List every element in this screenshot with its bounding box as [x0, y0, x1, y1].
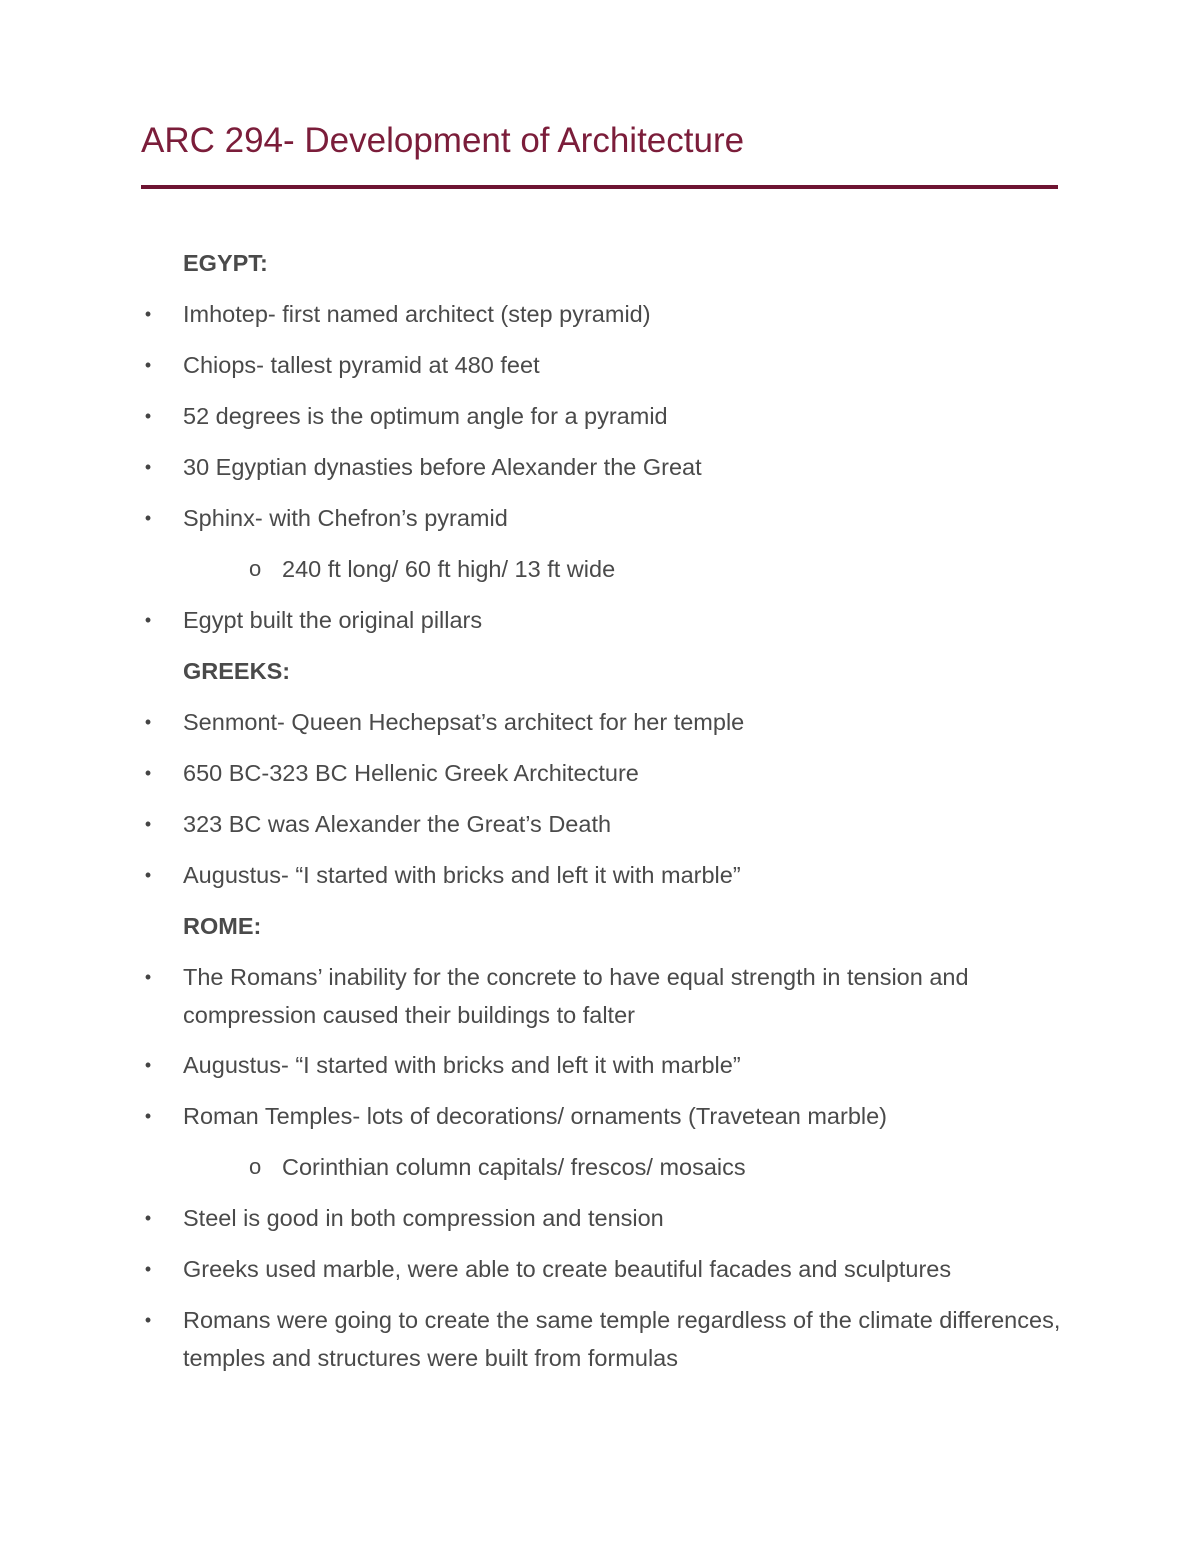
bullet-icon: • — [144, 508, 152, 528]
list-item — [141, 1301, 1071, 1389]
list-item — [141, 295, 1071, 346]
list-item-text: 323 BC was Alexander the Great’s Death — [183, 811, 612, 837]
list-item — [141, 754, 1071, 805]
sub-list-item-text: Corinthian column capitals/ frescos/ mosaics — [282, 1154, 746, 1180]
list-item-text: Imhotep- first named architect (step pyramid) — [183, 301, 651, 327]
section-heading-rome: ROME: — [183, 913, 262, 939]
list-item-text: The Romans’ inability for the concrete to have equal strength in tension and compression caused their buildings to falter — [183, 964, 969, 1028]
list-item-text: 650 BC-323 BC Hellenic Greek Architecture — [183, 760, 639, 786]
list-item — [141, 499, 1071, 550]
list-item — [141, 703, 1071, 754]
list-item — [141, 448, 1071, 499]
list-item — [141, 346, 1071, 397]
bullet-icon: • — [144, 814, 152, 834]
list-item-text: Augustus- “I started with bricks and left it with marble” — [183, 862, 741, 888]
list-item-text: 30 Egyptian dynasties before Alexander the Great — [183, 454, 702, 480]
bullet-icon: • — [144, 967, 152, 987]
bullet-icon: • — [144, 712, 152, 732]
bullet-icon: • — [144, 1106, 152, 1126]
bullet-icon: • — [144, 406, 152, 426]
list-item-text: Romans were going to create the same temple regardless of the climate differences, temples and structures were built from formulas — [183, 1307, 1061, 1371]
section-heading-greeks: GREEKS: — [183, 658, 291, 684]
list-item — [141, 1250, 1071, 1301]
list-item-text: 52 degrees is the optimum angle for a pyramid — [183, 403, 668, 429]
list-item — [141, 958, 1071, 1046]
sub-list-item-text: 240 ft long/ 60 ft high/ 13 ft wide — [282, 556, 616, 582]
bullet-icon: • — [144, 865, 152, 885]
bullet-icon: • — [144, 1208, 152, 1228]
list-item-text: Roman Temples- lots of decorations/ ornaments (Travetean marble) — [183, 1103, 888, 1129]
list-item-text: Augustus- “I started with bricks and left it with marble” — [183, 1052, 741, 1078]
bullet-icon: • — [144, 1310, 152, 1330]
list-item-text: Steel is good in both compression and tension — [183, 1205, 664, 1231]
sub-list-item — [141, 1148, 1071, 1199]
document-body — [141, 244, 1071, 1389]
list-item-text: Egypt built the original pillars — [183, 607, 483, 633]
list-item — [141, 1097, 1071, 1148]
sub-bullet-icon: o — [249, 1154, 262, 1179]
list-item — [141, 601, 1071, 652]
list-item-text: Sphinx- with Chefron’s pyramid — [183, 505, 508, 531]
list-item-text: Greeks used marble, were able to create beautiful facades and sculptures — [183, 1256, 952, 1282]
section-heading-egypt: EGYPT: — [183, 250, 268, 276]
title-underline — [141, 185, 1058, 189]
list-item — [141, 1199, 1071, 1250]
list-item-text: Senmont- Queen Hechepsat’s architect for her temple — [183, 709, 745, 735]
list-item-text: Chiops- tallest pyramid at 480 feet — [183, 352, 540, 378]
bullet-icon: • — [144, 1259, 152, 1279]
bullet-icon: • — [144, 763, 152, 783]
list-item — [141, 1046, 1071, 1097]
list-item — [141, 805, 1071, 856]
sub-list-item — [141, 550, 1071, 601]
list-item — [141, 856, 1071, 907]
bullet-icon: • — [144, 304, 152, 324]
document-title: ARC 294- Development of Architecture — [141, 121, 745, 160]
list-item — [141, 397, 1071, 448]
sub-bullet-icon: o — [249, 556, 262, 581]
bullet-icon: • — [144, 610, 152, 630]
bullet-icon: • — [144, 1055, 152, 1075]
bullet-icon: • — [144, 457, 152, 477]
bullet-icon: • — [144, 355, 152, 375]
